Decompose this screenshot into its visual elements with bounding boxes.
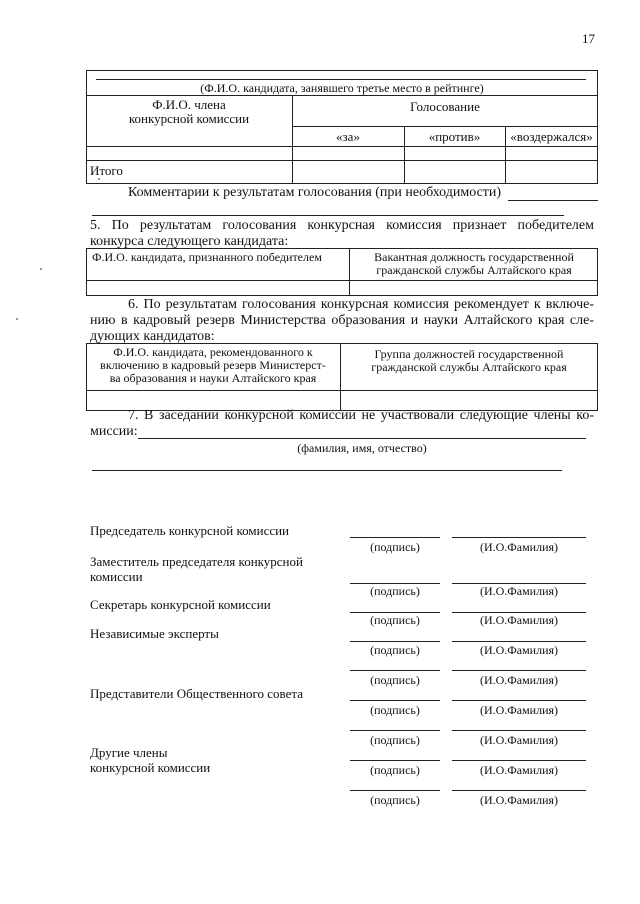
row-divider [86, 160, 598, 161]
section6-text [90, 297, 594, 329]
reserve-name-line1: Ф.И.О. кандидата, рекомендованного к [113, 345, 313, 359]
scan-speck [98, 178, 100, 180]
deputy-label-line1: Заместитель председателя конкурсной [90, 554, 303, 569]
absent-members-line-2 [92, 470, 562, 471]
candidate-caption: (Ф.И.О. кандидата, занявшего третье место в рейтинге) [200, 81, 484, 95]
winner-position-line2: гражданской службы Алтайского края [376, 263, 572, 277]
candidate-name-line [96, 79, 586, 80]
total-label: Итого [90, 163, 123, 178]
signature-caption: (подпись) [370, 643, 420, 657]
name-line [452, 670, 586, 671]
signature-caption: (подпись) [370, 733, 420, 747]
name-caption: (И.О.Фамилия) [479, 584, 559, 598]
name-caption: (И.О.Фамилия) [479, 733, 559, 747]
member-header-line2: конкурсной комиссии [128, 111, 250, 126]
public-council-label: Представители Общественного совета [90, 686, 303, 701]
chairman-label: Председатель конкурсной комиссии [90, 523, 290, 538]
row-divider [86, 390, 598, 391]
signature-line [350, 700, 440, 701]
vote-for-header: «за» [336, 129, 360, 144]
member-header-line1: Ф.И.О. члена [152, 97, 226, 112]
name-line [452, 790, 586, 791]
row-divider [86, 95, 598, 96]
row-divider [292, 126, 598, 127]
reserve-group-line1: Группа должностей государственной [374, 347, 564, 361]
row-divider [86, 146, 598, 147]
signature-line [350, 790, 440, 791]
name-line [452, 537, 586, 538]
comments-line [508, 200, 598, 201]
section5-line1: 5. По результатам голосования конкурсная комиссия признает победителем [90, 218, 594, 233]
reserve-group-line2: гражданской службы Алтайского края [371, 360, 567, 374]
signature-caption: (подпись) [370, 540, 420, 554]
member-header [86, 98, 292, 126]
name-line [452, 760, 586, 761]
section5-line2: конкурса следующего кандидата: [90, 234, 289, 249]
deputy-label-line2: комиссии [90, 569, 143, 584]
section6-line1: 6. По результатам голосования конкурсная комиссия рекомендует к включе- [128, 297, 594, 312]
page-number: 17 [582, 31, 595, 46]
scan-speck [40, 268, 42, 270]
reserve-name-line2: включению в кадровый резерв Министерст- [100, 358, 326, 372]
comments-line-2 [92, 215, 564, 216]
signature-caption: (подпись) [370, 763, 420, 777]
name-line [452, 730, 586, 731]
scan-speck [16, 318, 18, 320]
signature-caption: (подпись) [370, 613, 420, 627]
vote-against-header: «против» [428, 129, 481, 144]
section6-line2: нию в кадровый резерв Министерства образования и науки Алтайского края сле- [90, 313, 594, 328]
section5-text [90, 218, 594, 234]
signature-line [350, 730, 440, 731]
signature-line [350, 537, 440, 538]
secretary-label: Секретарь конкурсной комиссии [90, 597, 271, 612]
absent-members-caption: (фамилия, имя, отчество) [297, 441, 427, 455]
voting-header: Голосование [410, 99, 480, 114]
deputy-label [90, 554, 303, 584]
experts-label: Независимые эксперты [90, 626, 219, 641]
name-caption: (И.О.Фамилия) [479, 793, 559, 807]
signature-caption: (подпись) [370, 703, 420, 717]
section7-line2: миссии: [90, 424, 138, 439]
winner-position-header [350, 251, 598, 277]
other-members-line2: конкурсной комиссии [90, 760, 211, 775]
vote-abstained-header: «воздержался» [510, 129, 593, 144]
section6-line3: дующих кандидатов: [90, 329, 215, 344]
reserve-group-header [340, 348, 598, 374]
signature-line [350, 670, 440, 671]
reserve-name-line3: ва образования и науки Алтайского края [109, 371, 317, 385]
signature-caption: (подпись) [370, 793, 420, 807]
name-caption: (И.О.Фамилия) [479, 673, 559, 687]
name-caption: (И.О.Фамилия) [479, 643, 559, 657]
signature-caption: (подпись) [370, 673, 420, 687]
name-line [452, 641, 586, 642]
section7-line1: 7. В заседании конкурсной комиссии не участвовали следующие члены ко- [128, 408, 594, 423]
signature-line [350, 760, 440, 761]
name-caption: (И.О.Фамилия) [479, 703, 559, 717]
reserve-name-header [86, 346, 340, 385]
row-divider [86, 280, 598, 281]
signature-caption: (подпись) [370, 584, 420, 598]
other-members-line1: Другие члены [90, 745, 168, 760]
comments-label: Комментарии к результатам голосования (при необходимости) [128, 185, 502, 200]
name-caption: (И.О.Фамилия) [479, 763, 559, 777]
winner-name-header: Ф.И.О. кандидата, признанного победителем [92, 250, 322, 264]
signature-line [350, 641, 440, 642]
section7-text [90, 408, 594, 424]
absent-members-line [138, 438, 586, 439]
other-members-label [90, 745, 210, 775]
name-caption: (И.О.Фамилия) [479, 540, 559, 554]
winner-position-line1: Вакантная должность государственной [374, 250, 574, 264]
name-caption: (И.О.Фамилия) [479, 613, 559, 627]
name-line [452, 700, 586, 701]
